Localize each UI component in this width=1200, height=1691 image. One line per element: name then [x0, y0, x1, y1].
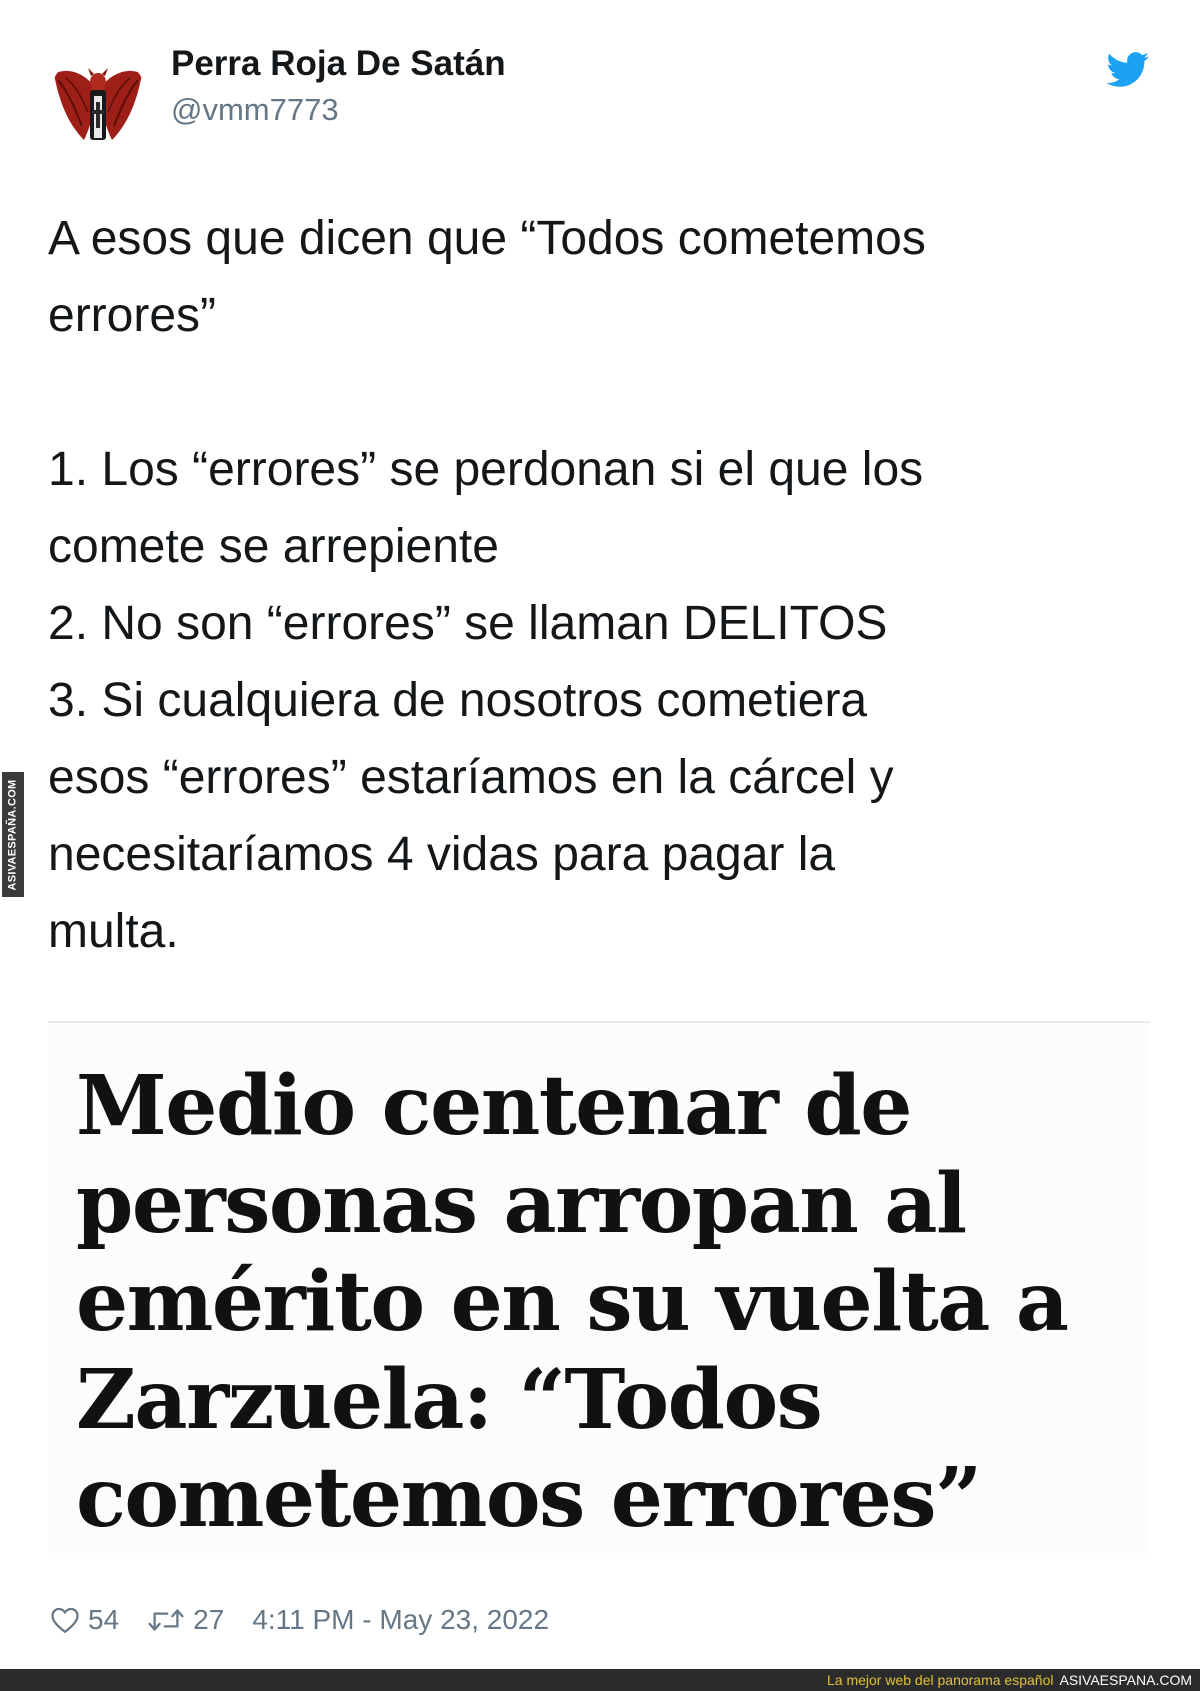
tweet-text: [48, 200, 1168, 970]
footer-tagline: La mejor web del panorama español: [827, 1672, 1054, 1688]
tweet-media-card[interactable]: [48, 1021, 1150, 1553]
tweet-line: comete se arrepiente: [48, 520, 499, 573]
like-count: 54: [88, 1604, 120, 1635]
headline-line: cometemos errores”: [76, 1450, 981, 1546]
side-watermark-text: ASIVAESPAÑA.COM: [7, 778, 20, 891]
side-watermark: [2, 772, 24, 897]
headline-line: personas arropan al: [76, 1156, 966, 1252]
author-display-name[interactable]: Perra Roja De Satán: [171, 44, 506, 83]
tweet-line: 3. Si cualquiera de nosotros cometiera: [48, 674, 868, 727]
paragraph-gap: [48, 354, 1168, 431]
tweet-line: multa.: [48, 905, 179, 958]
headline-line: emérito en su vuelta a: [76, 1254, 1068, 1350]
tweet-line: A esos que dicen que “Todos cometemos: [48, 212, 926, 265]
tweet-line: esos “errores” estaríamos en la cárcel y: [48, 751, 894, 804]
tweet-line: 1. Los “errores” se perdonan si el que los: [48, 443, 924, 496]
tweet-line: errores”: [48, 289, 217, 342]
headline-line: Zarzuela: “Todos: [76, 1352, 822, 1448]
tweet-line: necesitaríamos 4 vidas para pagar la: [48, 828, 836, 881]
twitter-bird-icon[interactable]: [1106, 52, 1150, 88]
tweet-footer: [50, 1600, 549, 1640]
author-handle[interactable]: @vmm7773: [171, 92, 339, 127]
avatar-image: [48, 52, 148, 152]
tweet-line: 2. No son “errores” se llaman DELITOS: [48, 597, 888, 650]
site-footer-bar: [0, 1669, 1200, 1691]
news-headline: [76, 1057, 1136, 1547]
heart-icon[interactable]: [50, 1606, 80, 1634]
retweet-count: 27: [193, 1604, 225, 1635]
footer-site-link[interactable]: ASIVAESPANA.COM: [1059, 1672, 1192, 1688]
headline-line: Medio centenar de: [76, 1058, 911, 1154]
avatar[interactable]: [48, 52, 148, 152]
tweet-timestamp[interactable]: 4:11 PM - May 23, 2022: [252, 1604, 550, 1635]
retweet-icon[interactable]: [147, 1606, 185, 1634]
